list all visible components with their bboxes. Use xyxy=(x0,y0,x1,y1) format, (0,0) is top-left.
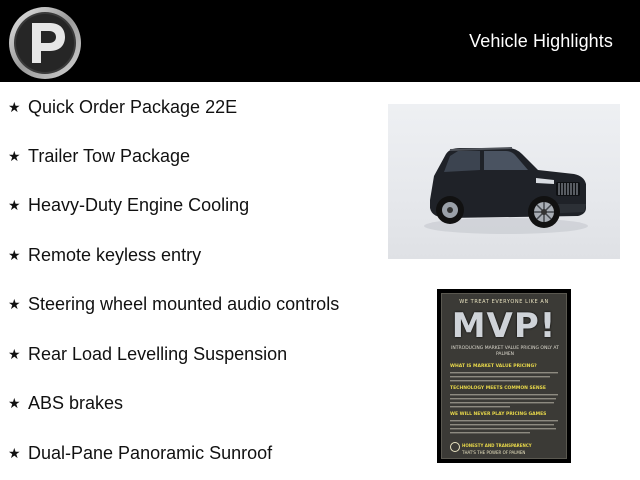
feature-label: Quick Order Package 22E xyxy=(28,96,238,117)
feature-label: Trailer Tow Package xyxy=(28,145,191,166)
promo-footer-line1: HONESTY AND TRANSPARENCY xyxy=(462,443,532,448)
star-bullet-icon: ★ xyxy=(8,148,21,164)
promo-body-text xyxy=(450,393,560,411)
star-bullet-icon: ★ xyxy=(8,197,21,213)
feature-item xyxy=(8,243,201,267)
feature-item xyxy=(8,95,237,119)
promo-panel xyxy=(441,293,567,459)
feature-label: Rear Load Levelling Suspension xyxy=(28,343,288,364)
header-bar xyxy=(0,0,640,82)
feature-label: ABS brakes xyxy=(28,392,124,413)
feature-label: Steering wheel mounted audio controls xyxy=(28,293,340,314)
feature-item xyxy=(8,193,249,217)
promo-body-text xyxy=(450,371,560,385)
star-bullet-icon: ★ xyxy=(8,99,21,115)
promo-body-text xyxy=(450,419,560,437)
feature-item xyxy=(8,144,190,168)
feature-item xyxy=(8,292,339,316)
palmen-seal-icon xyxy=(450,442,460,452)
star-bullet-icon: ★ xyxy=(8,247,21,263)
promo-headline: MVP! xyxy=(451,306,557,346)
feature-item xyxy=(8,441,272,465)
star-bullet-icon: ★ xyxy=(8,346,21,362)
promo-question: WHAT IS MARKET VALUE PRICING? xyxy=(450,364,537,369)
star-bullet-icon: ★ xyxy=(8,445,21,461)
promo-question: TECHNOLOGY MEETS COMMON SENSE xyxy=(450,386,546,391)
feature-item xyxy=(8,342,287,366)
star-bullet-icon: ★ xyxy=(8,296,21,312)
mvp-promo-card xyxy=(437,289,571,463)
feature-item xyxy=(8,391,123,415)
page-title: Vehicle Highlights xyxy=(469,31,613,51)
feature-label: Dual-Pane Panoramic Sunroof xyxy=(28,442,273,463)
promo-kicker: WE TREAT EVERYONE LIKE AN xyxy=(459,299,549,305)
feature-label: Heavy-Duty Engine Cooling xyxy=(28,194,250,215)
star-bullet-icon: ★ xyxy=(8,395,21,411)
p-logo-icon xyxy=(7,5,83,81)
promo-footer-line2: THAT'S THE POWER OF PALMEN xyxy=(462,450,526,455)
vehicle-photo xyxy=(388,104,620,259)
promo-question: WE WILL NEVER PLAY PRICING GAMES xyxy=(450,412,547,417)
feature-label: Remote keyless entry xyxy=(28,244,202,265)
promo-subline: INTRODUCING MARKET VALUE PRICING ONLY AT PALMEN xyxy=(451,346,559,357)
suv-image xyxy=(388,104,620,259)
